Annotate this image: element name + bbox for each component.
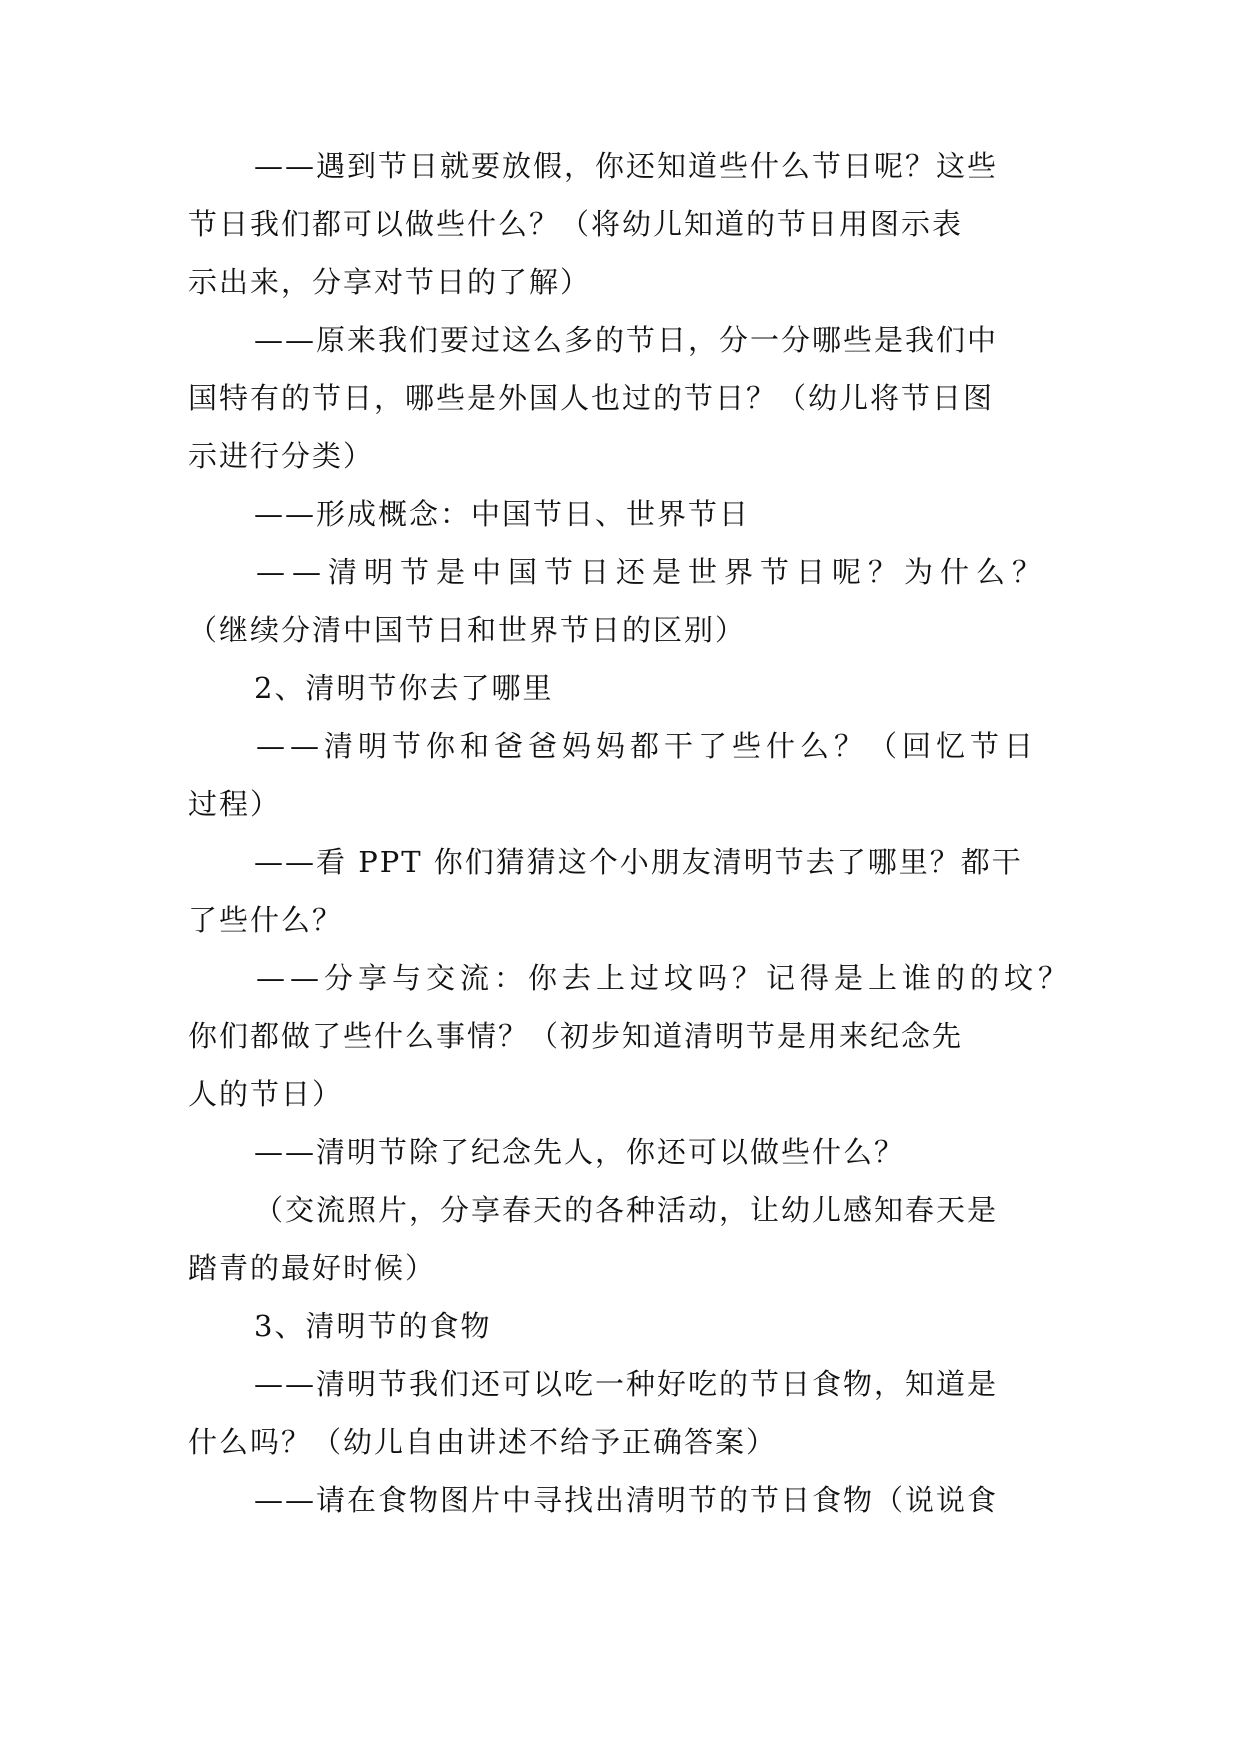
- text-line: 过程）: [188, 787, 282, 821]
- text-line: ——形成概念：中国节日、世界节日: [254, 497, 751, 531]
- text-line: 什么吗？（幼儿自由讲述不给予正确答案）: [188, 1425, 778, 1459]
- text-line: ——清明节除了纪念先人，你还可以做些什么？: [254, 1135, 906, 1169]
- text-line: ——请在食物图片中寻找出清明节的节日食物（说说食: [254, 1483, 999, 1517]
- text-line: ——清明节是中国节日还是世界节日呢？为什么？: [256, 555, 1049, 589]
- text-line: ——原来我们要过这么多的节日，分一分哪些是我们中: [254, 323, 999, 357]
- text-line: 国特有的节日，哪些是外国人也过的节日？（幼儿将节日图: [188, 381, 995, 415]
- text-line: 踏青的最好时候）: [188, 1251, 437, 1285]
- text-line: 示出来，分享对节日的了解）: [188, 265, 592, 299]
- text-line: ——清明节我们还可以吃一种好吃的节日食物，知道是: [254, 1367, 999, 1401]
- text-line: 示进行分类）: [188, 439, 375, 473]
- text-line: ——清明节你和爸爸妈妈都干了些什么？（回忆节日: [256, 729, 1039, 763]
- text-line: 你们都做了些什么事情？（初步知道清明节是用来纪念先: [188, 1019, 964, 1053]
- text-line: 节日我们都可以做些什么？（将幼儿知道的节日用图示表: [188, 207, 964, 241]
- text-line: ——分享与交流：你去上过坟吗？记得是上谁的的坟？: [256, 961, 1073, 995]
- section-heading: 2、清明节你去了哪里: [254, 671, 554, 705]
- text-line: 了些什么？: [188, 903, 344, 937]
- text-line: 人的节日）: [188, 1077, 344, 1111]
- text-line: （交流照片，分享春天的各种活动，让幼儿感知春天是: [254, 1193, 999, 1227]
- text-line: （继续分清中国节日和世界节日的区别）: [188, 613, 747, 647]
- section-heading: 3、清明节的食物: [254, 1309, 492, 1343]
- text-line: ——看 PPT 你们猜猜这个小朋友清明节去了哪里？都干: [254, 845, 1023, 879]
- text-line: ——遇到节日就要放假，你还知道些什么节日呢？这些: [254, 149, 999, 183]
